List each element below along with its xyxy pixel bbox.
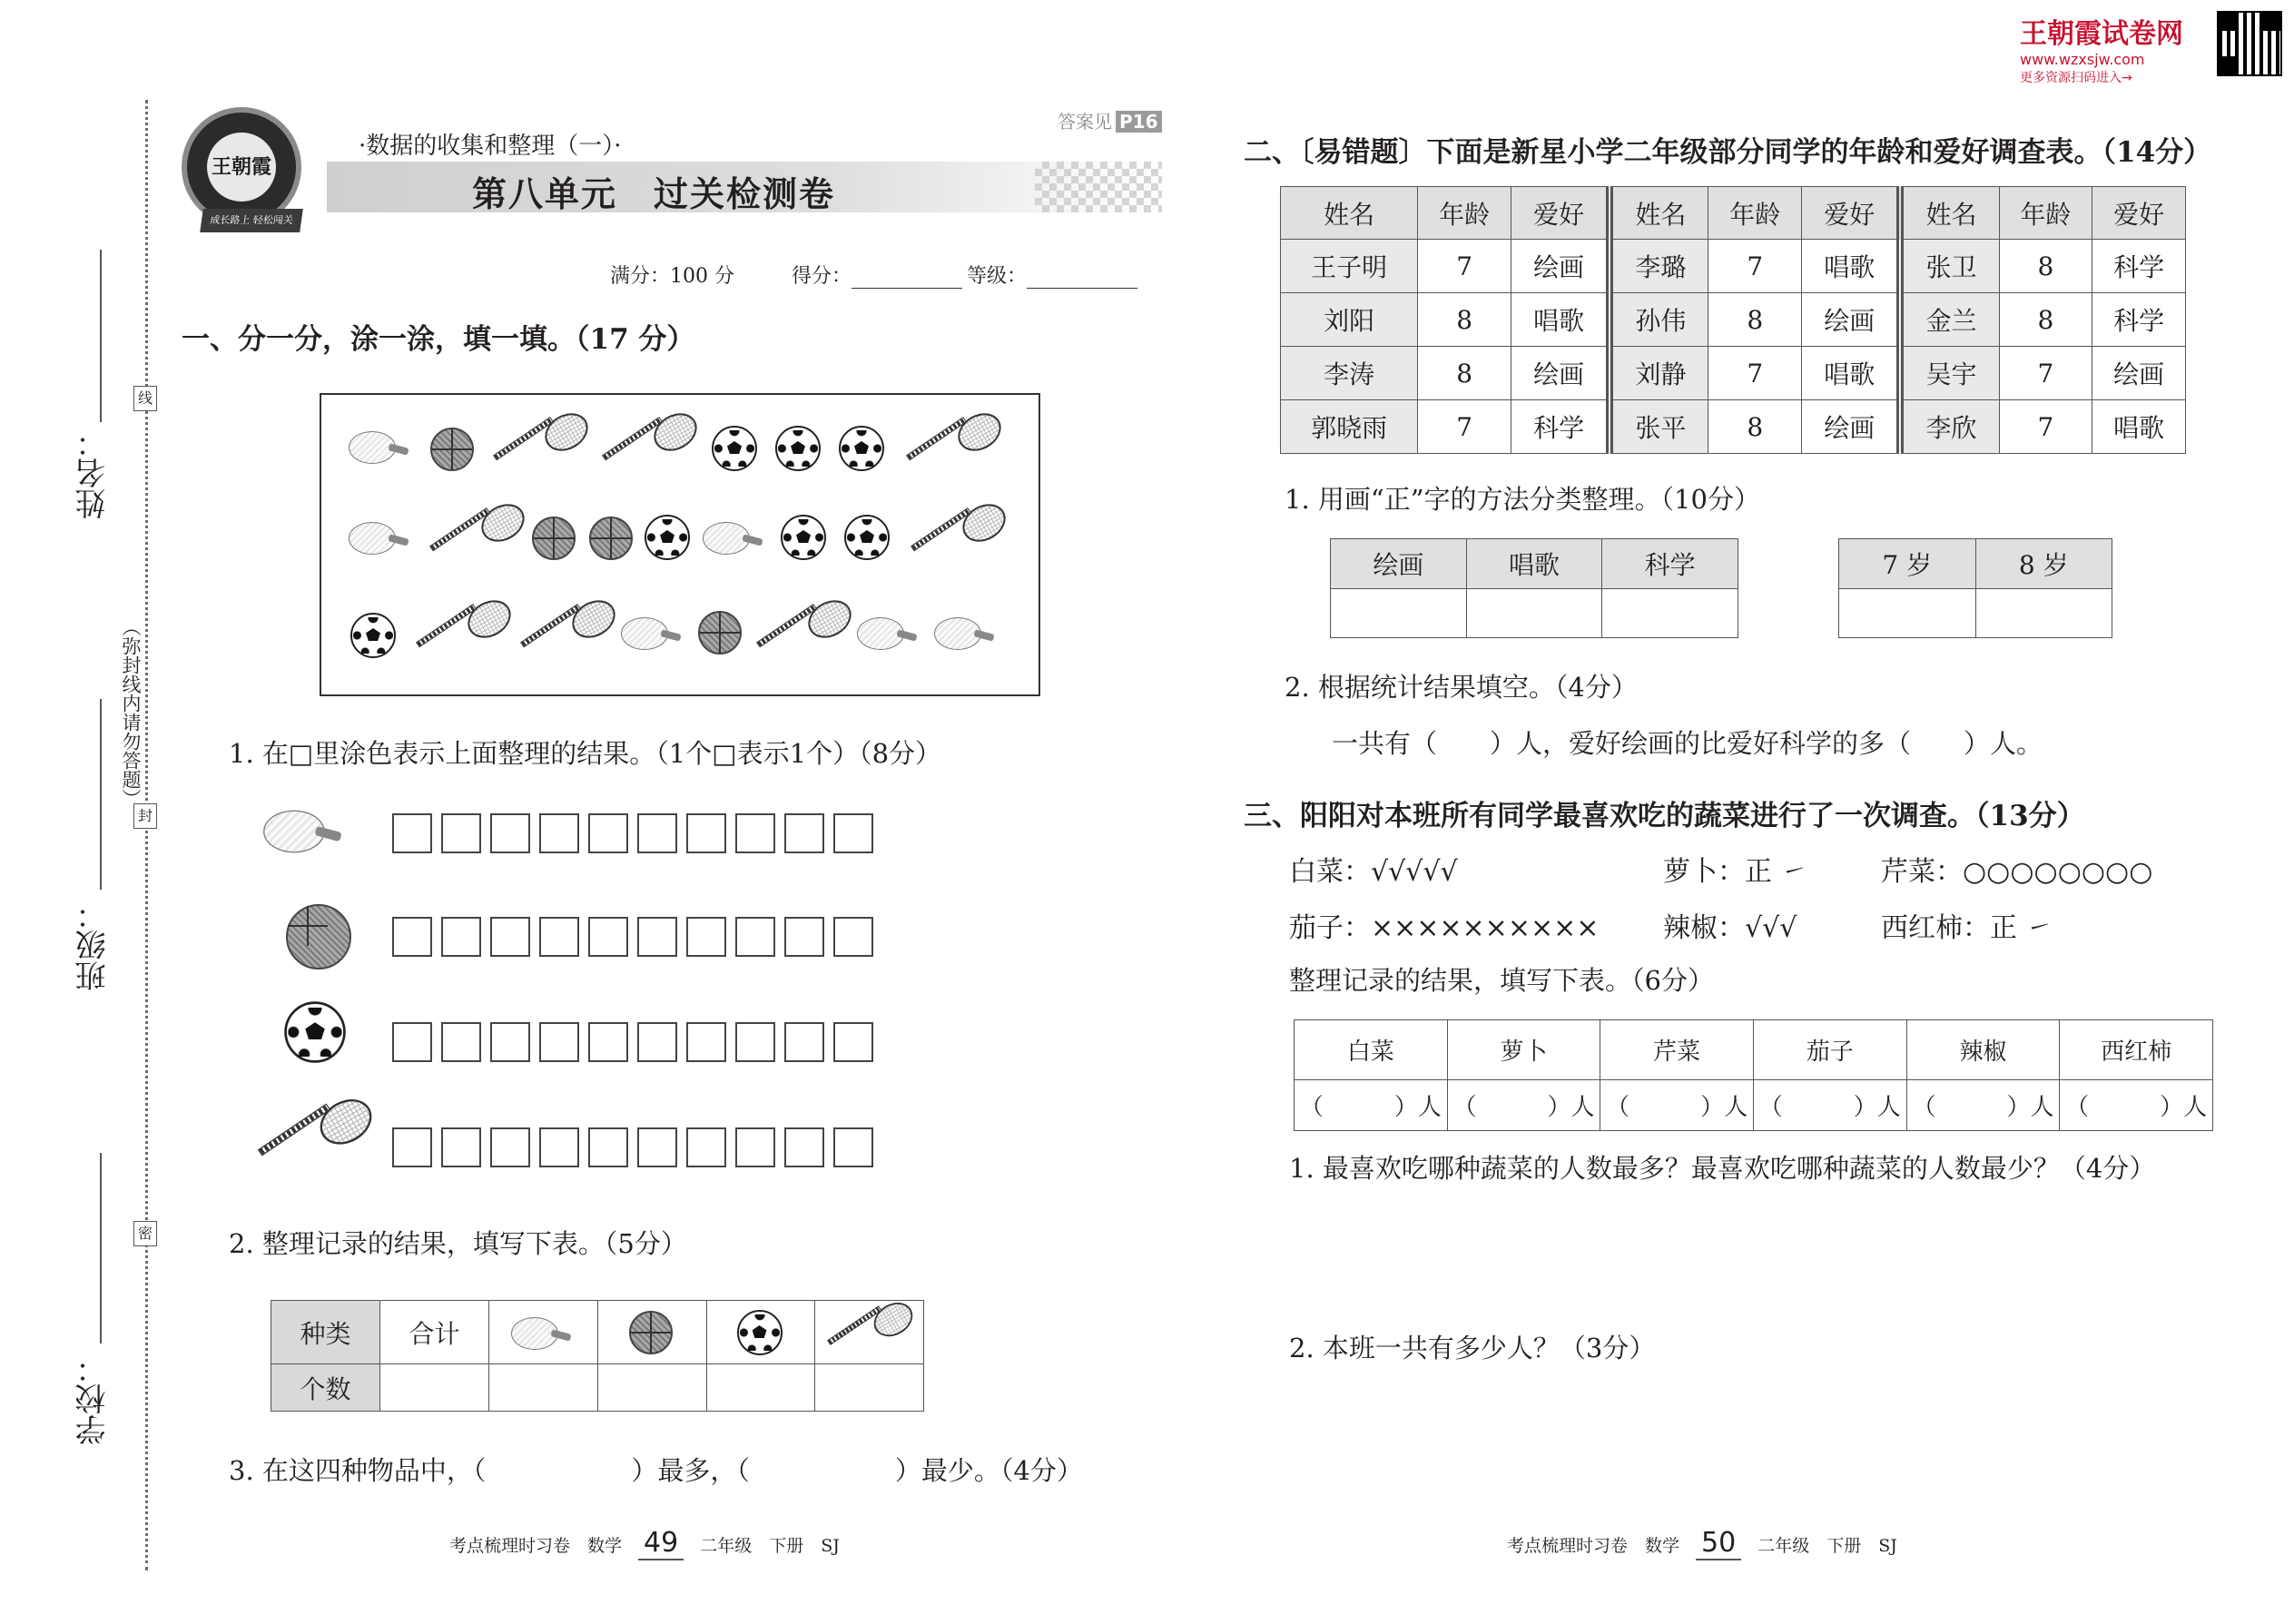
pingpong-paddle-icon	[511, 1317, 571, 1350]
score-blank[interactable]	[852, 266, 962, 289]
left-footer-grade: 二年级 下册 SJ	[700, 1536, 840, 1556]
pingpong-paddle-icon	[263, 811, 341, 853]
tally-box[interactable]	[490, 1022, 530, 1062]
survey-cell: 科学	[2092, 240, 2186, 293]
full-score: 满分：100 分	[610, 265, 734, 288]
soccer-ball-icon	[712, 426, 757, 471]
veg-count-cell[interactable]: （ ）人	[2060, 1080, 2213, 1131]
class-label: 班级：	[75, 899, 112, 991]
count-table	[271, 1300, 924, 1412]
survey-header: 年龄	[1418, 187, 1511, 240]
tally-box[interactable]	[539, 813, 579, 853]
seal-mark-feng: 封	[133, 803, 157, 829]
soccer-ball-icon	[775, 426, 821, 471]
brand-slogan: 更多资源扫码进入→	[2020, 71, 2132, 85]
count-table-header-soccer	[706, 1301, 815, 1364]
tally-box[interactable]	[637, 917, 677, 957]
tally-box[interactable]	[539, 917, 579, 957]
tally-box[interactable]	[686, 1127, 726, 1167]
survey-cell: 李欣	[1900, 400, 1999, 454]
badminton-racket-icon	[598, 415, 698, 478]
survey-header: 年龄	[1708, 187, 1802, 240]
survey-cell: 8	[1418, 347, 1511, 400]
survey-row	[1281, 347, 2186, 400]
left-footer-text: 考点梳理时习卷 数学	[449, 1536, 623, 1556]
class-field-line	[100, 699, 102, 890]
record-celery: 芹菜：○○○○○○○○	[1881, 856, 2153, 888]
count-table-row-label: 个数	[271, 1364, 380, 1412]
survey-header-row	[1281, 187, 2186, 240]
right-footer-grade: 二年级 下册 SJ	[1757, 1536, 1897, 1556]
pingpong-paddle-icon	[349, 431, 409, 464]
survey-cell: 唱歌	[2092, 400, 2186, 454]
paddle-box-row	[392, 813, 873, 853]
grade-label: 等级：	[967, 265, 1028, 288]
section1-q3	[229, 1451, 1083, 1488]
left-page-number: 49	[638, 1527, 684, 1560]
tally-box[interactable]	[392, 1127, 432, 1167]
count-table-header-racket	[815, 1301, 924, 1364]
tally-box[interactable]	[784, 813, 824, 853]
tally-box[interactable]	[784, 1127, 824, 1167]
survey-cell: 8	[1708, 400, 1802, 454]
tally-box[interactable]	[784, 917, 824, 957]
soccer-box-row	[392, 1022, 873, 1062]
count-table-cell[interactable]	[815, 1364, 924, 1412]
tally-box[interactable]	[833, 917, 873, 957]
record-cabbage: 白菜：√√√√√	[1289, 856, 1458, 888]
basketball-box-row	[392, 917, 873, 957]
survey-row	[1281, 400, 2186, 454]
survey-cell: 绘画	[1511, 347, 1610, 400]
tally-box[interactable]	[441, 1022, 481, 1062]
survey-cell: 8	[1708, 293, 1802, 347]
survey-cell: 郭晓雨	[1281, 400, 1418, 454]
survey-header: 年龄	[1999, 187, 2092, 240]
survey-cell: 绘画	[1802, 400, 1901, 454]
veg-count-cell[interactable]: （ ）人	[1447, 1080, 1600, 1131]
basketball-icon	[532, 517, 576, 560]
tally-box[interactable]	[588, 917, 628, 957]
age-tally-cell[interactable]	[1975, 589, 2112, 638]
survey-header: 姓名	[1610, 187, 1708, 240]
section1-title: 一、分一分，涂一涂，填一填。（17 分）	[182, 323, 695, 356]
survey-cell: 7	[1999, 400, 2092, 454]
survey-cell: 7	[1999, 347, 2092, 400]
section2-q2: 2. 根据统计结果填空。（4分）	[1285, 672, 1638, 703]
q3-part-a: 3. 在这四种物品中，（	[229, 1455, 487, 1486]
title-band-pattern	[1035, 162, 1162, 212]
record-tomato: 西红柿：正 ㇀	[1881, 912, 2053, 944]
badminton-racket-icon	[517, 602, 616, 665]
survey-cell: 金兰	[1900, 293, 1999, 347]
logo-ribbon: 成长路上 轻松闯关	[200, 209, 303, 232]
section2-q1: 1. 用画“正”字的方法分类整理。（10分）	[1285, 484, 1760, 515]
survey-cell: 唱歌	[1802, 240, 1901, 293]
racket-box-row	[392, 1127, 873, 1167]
survey-cell: 张卫	[1900, 240, 1999, 293]
pingpong-paddle-icon	[621, 617, 681, 650]
unit-subtitle: ·数据的收集和整理（一）·	[359, 133, 622, 160]
pingpong-paddle-icon	[857, 617, 917, 650]
school-label: 学校：	[75, 1353, 112, 1445]
section3-q2: 2. 本班一共有多少人？（3分）	[1289, 1333, 1656, 1363]
survey-cell: 绘画	[1802, 293, 1901, 347]
survey-cell: 唱歌	[1511, 293, 1610, 347]
veg-header: 茄子	[1753, 1020, 1906, 1080]
survey-cell: 7	[1708, 240, 1802, 293]
hobby-header: 科学	[1602, 539, 1738, 589]
badminton-racket-icon	[753, 602, 852, 665]
hobby-tally-cell[interactable]	[1466, 589, 1602, 638]
hobby-tally-cell[interactable]	[1602, 589, 1738, 638]
score-label: 得分：	[792, 265, 852, 288]
soccer-ball-icon	[284, 1001, 346, 1063]
items-picture	[320, 393, 1040, 696]
answer-reference	[1058, 107, 1162, 133]
veg-header: 白菜	[1295, 1020, 1448, 1080]
survey-header: 爱好	[1802, 187, 1901, 240]
survey-cell: 李涛	[1281, 347, 1418, 400]
tally-box[interactable]	[735, 1022, 775, 1062]
school-field-line	[100, 1153, 102, 1343]
survey-cell: 孙伟	[1610, 293, 1708, 347]
tally-box[interactable]	[784, 1022, 824, 1062]
survey-cell: 刘静	[1610, 347, 1708, 400]
hobby-tally-table	[1330, 538, 1738, 638]
grade-blank[interactable]	[1027, 266, 1137, 289]
answer-ref-page: P16	[1116, 111, 1162, 133]
veg-count-cell[interactable]: （ ）人	[1753, 1080, 1906, 1131]
count-table-header-paddle	[489, 1301, 598, 1364]
survey-cell: 8	[1418, 293, 1511, 347]
tally-box[interactable]	[637, 1022, 677, 1062]
survey-cell: 绘画	[1511, 240, 1610, 293]
survey-header: 姓名	[1900, 187, 1999, 240]
tally-box[interactable]	[686, 917, 726, 957]
pingpong-paddle-icon	[934, 617, 994, 650]
section2-title: 二、〔易错题〕下面是新星小学二年级部分同学的年龄和爱好调查表。（14分）	[1244, 136, 2212, 169]
section1-q1: 1. 在□里涂色表示上面整理的结果。（1个□表示1个）（8分）	[229, 738, 942, 769]
basketball-icon	[286, 904, 351, 969]
record-eggplant: 茄子：××××××××××	[1289, 912, 1600, 944]
count-table-cell[interactable]	[597, 1364, 706, 1412]
count-table-header-total: 合计	[380, 1301, 489, 1364]
tally-box[interactable]	[833, 1022, 873, 1062]
brand-url[interactable]: www.wzxsjw.com	[2020, 51, 2145, 68]
survey-table	[1280, 186, 2186, 454]
survey-cell: 科学	[1511, 400, 1610, 454]
pingpong-paddle-icon	[349, 522, 409, 555]
tally-box[interactable]	[588, 1022, 628, 1062]
count-table-header-basketball	[597, 1301, 706, 1364]
survey-cell: 8	[1999, 240, 2092, 293]
tally-box[interactable]	[735, 813, 775, 853]
tally-box[interactable]	[637, 813, 677, 853]
badminton-racket-icon	[907, 506, 1007, 569]
veg-header: 芹菜	[1600, 1020, 1754, 1080]
seal-mark-mi: 密	[133, 1221, 157, 1246]
q3-part-b: ）最多，（	[631, 1455, 750, 1486]
tally-box[interactable]	[392, 1022, 432, 1062]
tally-box[interactable]	[588, 813, 628, 853]
survey-cell: 科学	[2092, 293, 2186, 347]
right-footer	[1507, 1527, 1897, 1559]
count-table-cell[interactable]	[380, 1364, 489, 1412]
badminton-racket-icon	[902, 415, 1002, 478]
tally-box[interactable]	[441, 813, 481, 853]
tally-box[interactable]	[490, 1127, 530, 1167]
tally-box[interactable]	[392, 917, 432, 957]
veg-header: 萝卜	[1447, 1020, 1600, 1080]
hobby-header: 绘画	[1331, 539, 1467, 589]
left-footer	[449, 1527, 840, 1559]
record-pepper: 辣椒：√√√	[1663, 912, 1797, 944]
survey-header: 爱好	[1511, 187, 1610, 240]
badminton-racket-icon	[253, 1101, 373, 1177]
veg-header: 辣椒	[1906, 1020, 2060, 1080]
age-header: 7 岁	[1839, 539, 1976, 589]
seal-mark-xian: 线	[133, 386, 157, 411]
qr-code-icon[interactable]	[2217, 11, 2282, 76]
score-field	[792, 261, 962, 289]
survey-cell: 唱歌	[1802, 347, 1901, 400]
hobby-tally-cell[interactable]	[1331, 589, 1467, 638]
section3-q1: 1. 最喜欢吃哪种蔬菜的人数最多？最喜欢吃哪种蔬菜的人数最少？（4分）	[1289, 1153, 2156, 1184]
soccer-ball-icon	[737, 1310, 783, 1355]
soccer-ball-icon	[350, 613, 396, 658]
name-label: 姓名：	[75, 427, 112, 519]
count-table-cell[interactable]	[489, 1364, 598, 1412]
basketball-icon	[629, 1311, 673, 1354]
section1-q2: 2. 整理记录的结果，填写下表。（5分）	[229, 1228, 687, 1259]
tally-box[interactable]	[539, 1022, 579, 1062]
age-tally-cell[interactable]	[1839, 589, 1976, 638]
survey-row	[1281, 240, 2186, 293]
tally-box[interactable]	[490, 917, 530, 957]
soccer-ball-icon	[839, 426, 884, 471]
survey-header: 姓名	[1281, 187, 1418, 240]
tally-box[interactable]	[588, 1127, 628, 1167]
age-header: 8 岁	[1975, 539, 2112, 589]
soccer-ball-icon	[781, 515, 826, 560]
survey-cell: 李璐	[1610, 240, 1708, 293]
survey-cell: 张平	[1610, 400, 1708, 454]
brand-name: 王朝霞试卷网	[2020, 18, 2183, 50]
brand-header	[2020, 11, 2183, 86]
survey-cell: 吴宇	[1900, 347, 1999, 400]
pingpong-paddle-icon	[703, 522, 763, 555]
section3-instruction: 整理记录的结果，填写下表。（6分）	[1289, 965, 1714, 996]
seal-instruction: （弥封线内请勿答题）	[120, 617, 142, 808]
veg-count-cell[interactable]: （ ）人	[1295, 1080, 1448, 1131]
section2-fill[interactable]: 一共有（ ）人，爱好绘画的比爱好科学的多（ ）人。	[1332, 728, 2043, 759]
basketball-icon	[430, 428, 474, 471]
right-footer-text: 考点梳理时习卷 数学	[1507, 1536, 1680, 1556]
count-table-header-type: 种类	[271, 1301, 380, 1364]
basketball-icon	[698, 611, 742, 655]
badminton-racket-icon	[426, 506, 526, 569]
tally-box[interactable]	[735, 1127, 775, 1167]
section3-title: 三、阳阳对本班所有同学最喜欢吃的蔬菜进行了一次调查。（13分）	[1244, 800, 2085, 832]
tally-box[interactable]	[490, 813, 530, 853]
name-field-line	[100, 250, 102, 422]
q3-part-c: ）最少。（4分）	[894, 1455, 1083, 1486]
tally-box[interactable]	[833, 1127, 873, 1167]
tally-box[interactable]	[441, 1127, 481, 1167]
survey-cell: 王子明	[1281, 240, 1418, 293]
tally-box[interactable]	[686, 813, 726, 853]
badminton-racket-icon	[824, 1304, 914, 1362]
tally-box[interactable]	[539, 1127, 579, 1167]
tally-box[interactable]	[833, 813, 873, 853]
survey-cell: 8	[1999, 293, 2092, 347]
brand-logo-text: 王朝霞	[207, 133, 276, 202]
vegetable-table	[1294, 1019, 2213, 1131]
binding-dash-line	[145, 100, 148, 1570]
veg-header: 西红柿	[2060, 1020, 2213, 1080]
badminton-racket-icon	[489, 415, 589, 478]
hobby-header: 唱歌	[1466, 539, 1602, 589]
soccer-ball-icon	[645, 515, 690, 560]
tally-box[interactable]	[441, 917, 481, 957]
survey-cell: 刘阳	[1281, 293, 1418, 347]
survey-cell: 7	[1418, 240, 1511, 293]
record-radish: 萝卜：正 ㇀	[1663, 856, 1808, 888]
veg-count-cell[interactable]: （ ）人	[1600, 1080, 1754, 1131]
answer-ref-label: 答案见	[1058, 111, 1112, 133]
badminton-racket-icon	[412, 602, 512, 665]
grade-field	[967, 261, 1137, 289]
survey-row	[1281, 293, 2186, 347]
survey-header: 爱好	[2092, 187, 2186, 240]
survey-cell: 绘画	[2092, 347, 2186, 400]
veg-count-cell[interactable]: （ ）人	[1906, 1080, 2060, 1131]
tally-box[interactable]	[686, 1022, 726, 1062]
tally-box[interactable]	[637, 1127, 677, 1167]
survey-cell: 7	[1418, 400, 1511, 454]
right-page-number: 50	[1696, 1527, 1741, 1560]
page-title: 第八单元 过关检测卷	[472, 173, 836, 214]
tally-box[interactable]	[735, 917, 775, 957]
survey-cell: 7	[1708, 347, 1802, 400]
basketball-icon	[589, 517, 633, 560]
age-tally-table	[1838, 538, 2112, 638]
count-table-cell[interactable]	[706, 1364, 815, 1412]
soccer-ball-icon	[844, 515, 890, 560]
tally-box[interactable]	[392, 813, 432, 853]
